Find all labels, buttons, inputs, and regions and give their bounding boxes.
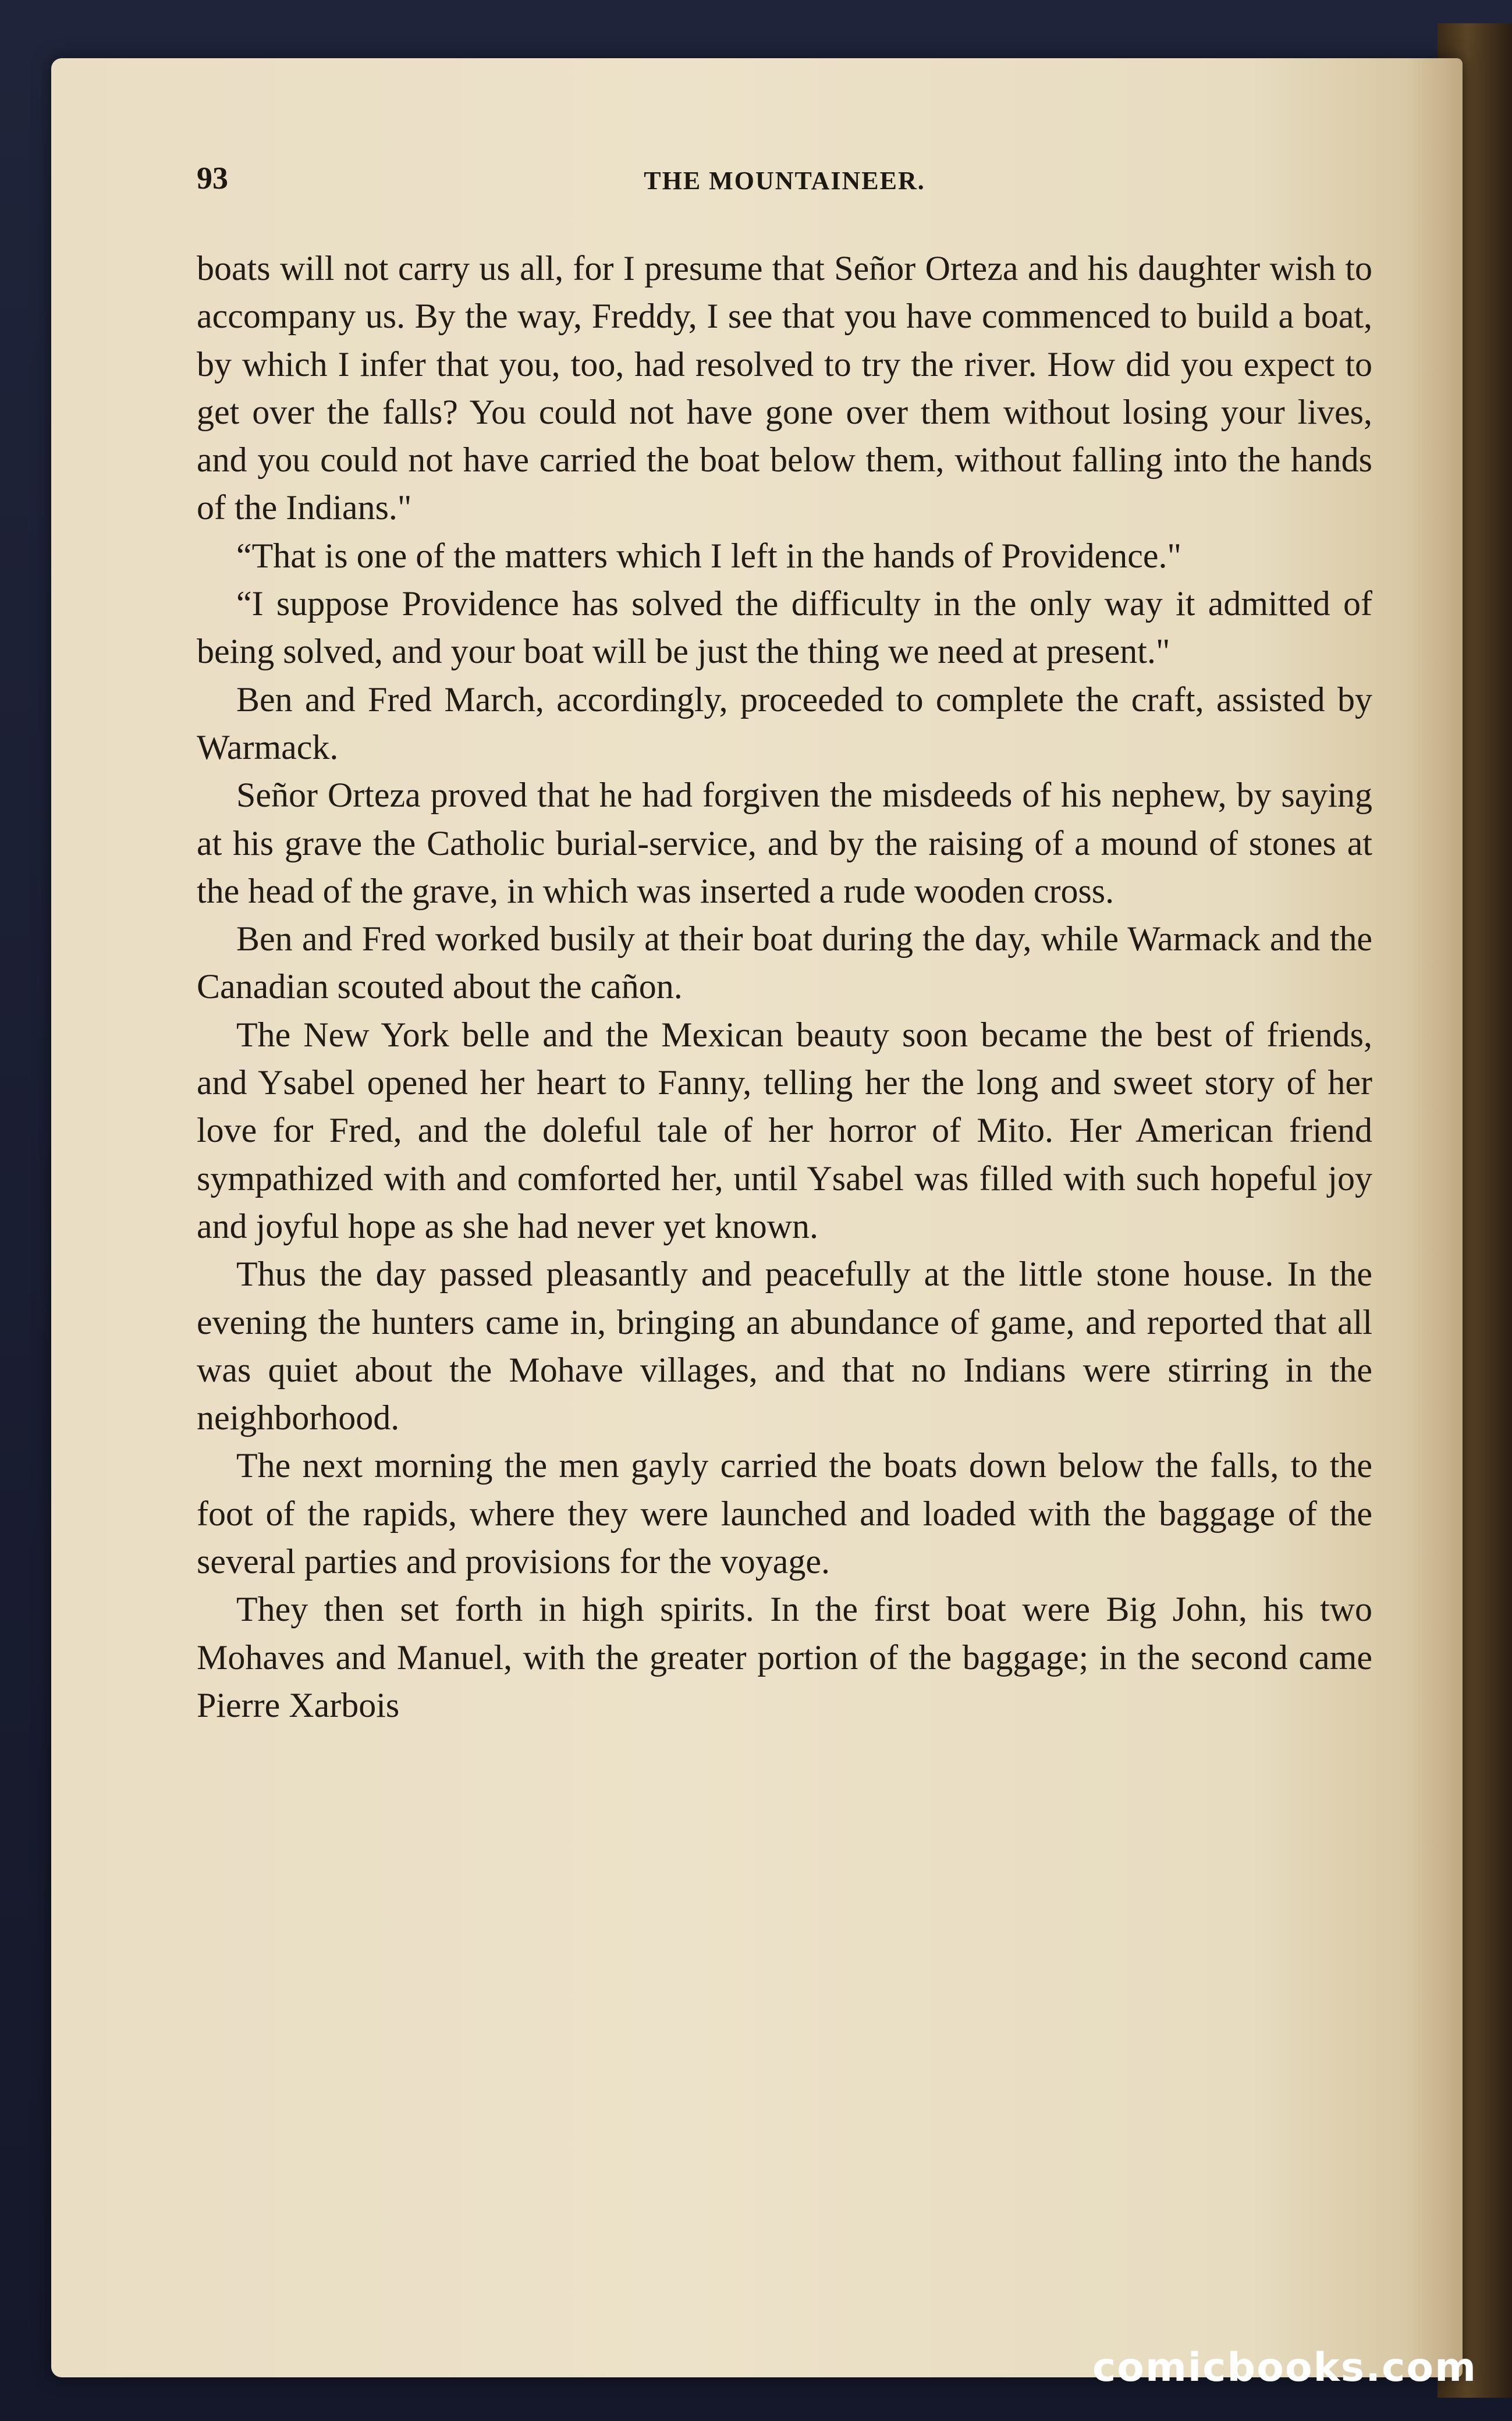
paragraph: Thus the day passed pleasantly and peacefully at the little stone house. In the evening the hunters came in, bringing an abundance of game, and reported that all was quiet about the Mohave villages, and that no Indians were stirring in the neighborhood.: [197, 1255, 1372, 1437]
paragraph: Señor Orteza proved that he had forgiven the misdeeds of his nephew, by saying at his grave the Catholic burial-service, and by the raising of a mound of stones at the head of the grave, in which was inserted a rude wooden cross.: [197, 776, 1372, 910]
paragraph: They then set forth in high spirits. In the first boat were Big John, his two Mohaves and Manuel, with the greater portion of the baggage; in the second came Pierre Xarbois: [197, 1590, 1372, 1724]
watermark: comicbooks.com: [1092, 2345, 1477, 2391]
page-number: 93: [197, 161, 228, 196]
paragraph: The next morning the men gayly carried the boats down below the falls, to the foot of the rapids, where they were launched and loaded with the baggage of the several parties and provisions for the voyage.: [197, 1446, 1372, 1581]
body-text: [197, 244, 1372, 1729]
paragraph: “I suppose Providence has solved the difficulty in the only way it admitted of being solved, and your boat will be just the thing we need at present.": [197, 584, 1372, 671]
page-header: [197, 160, 1372, 212]
running-head: THE MOUNTAINEER.: [644, 166, 925, 195]
paragraph: “That is one of the matters which I left in the hands of Providence.": [236, 536, 1182, 575]
paragraph: The New York belle and the Mexican beauty soon became the best of friends, and Ysabel opened her heart to Fanny, telling her the long and sweet story of her love for Fred, and the doleful tale of her horror of Mito. Her American friend sympathized with and comforted her, until Ysabel was filled with such hopeful joy and joyful hope as she had never yet known.: [197, 1015, 1372, 1245]
book-page: [51, 58, 1463, 2377]
paragraph: boats will not carry us all, for I presume that Señor Orteza and his daughter wish to accompany us. By the way, Freddy, I see that you have commenced to build a boat, by which I infer that you, too, had resolved to try the river. How did you expect to get over the falls? You could not have gone over them without losing your lives, and you could not have carried the boat below them, without falling into the hands of the Indians.": [197, 249, 1372, 527]
paragraph: Ben and Fred worked busily at their boat during the day, while Warmack and the Canadian scouted about the cañon.: [197, 920, 1372, 1006]
paragraph: Ben and Fred March, accordingly, proceeded to complete the craft, assisted by Warmack.: [197, 680, 1372, 766]
